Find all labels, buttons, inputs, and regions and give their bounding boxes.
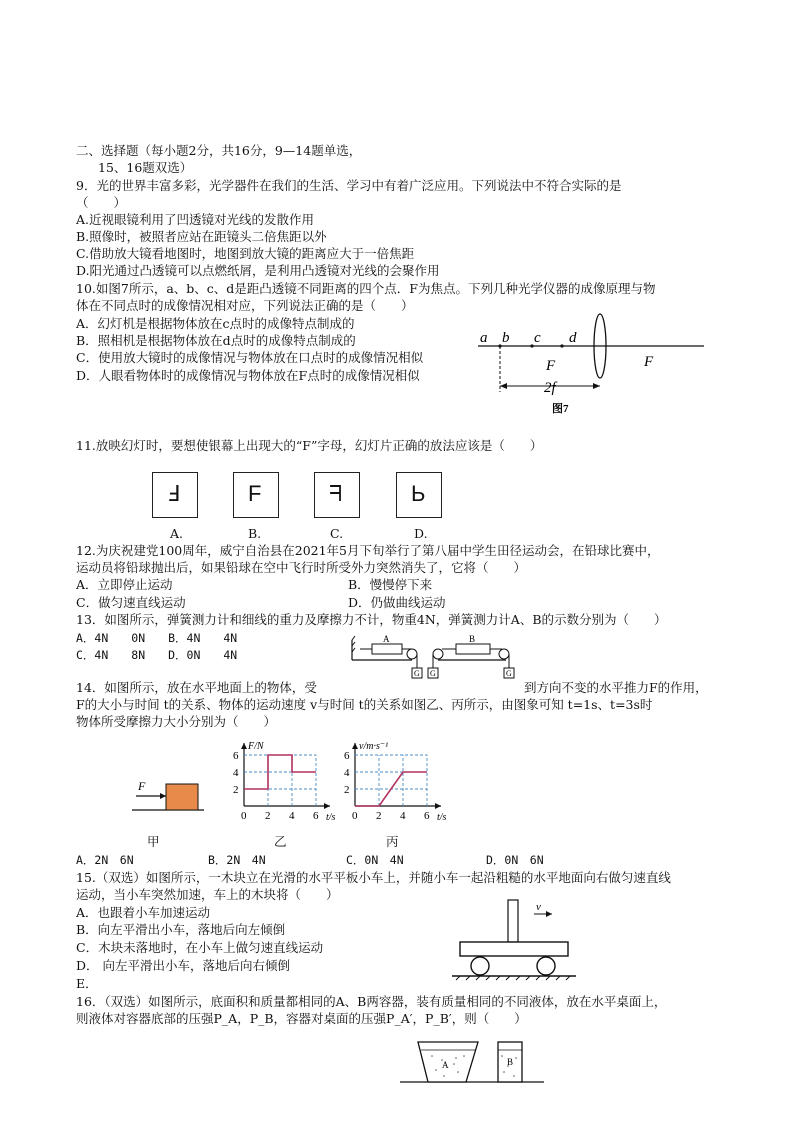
force-chart-y-tick-6: 6 <box>233 750 239 762</box>
velocity-chart-y-arrow <box>352 743 358 749</box>
velocity-chart-y-tick-4: 4 <box>344 767 350 779</box>
lens-diagram <box>472 312 712 417</box>
q14-answer-a: A．2N 6N <box>76 853 134 867</box>
caption-bing: 丙 <box>386 834 399 849</box>
force-chart-x-tick-2: 2 <box>265 810 271 822</box>
containers-diagram <box>398 1036 548 1088</box>
q16-stem-cont: 则液体对容器底部的压强P_A，P_B，容器对桌面的压强P_A′，P_B′，则（ ） <box>76 1011 527 1026</box>
velocity-chart-x-arrow <box>435 803 441 809</box>
force-chart-x-arrow <box>324 803 330 809</box>
force-time-chart <box>226 728 344 828</box>
q10-stem-cont: 体在不同点时的成像情况相对应，下列说法正确的是（ ） <box>76 298 414 313</box>
label-b: b <box>502 330 510 346</box>
slide-option-d <box>396 472 442 518</box>
force-chart-x-tick-6: 6 <box>313 810 319 822</box>
q13-options-row1: A．4N 0N B．4N 4N <box>76 631 238 645</box>
force-chart-y-tick-2: 2 <box>233 784 239 796</box>
container-b-label: B <box>507 1057 514 1067</box>
container-a-label: A <box>442 1060 449 1070</box>
force-chart-y-arrow <box>241 743 247 749</box>
q12-stem: 12.为庆祝建党100周年，威宁自治县在2021年5月下旬举行了第八届中学生田径运动会，在铅球比赛中， <box>76 543 660 558</box>
velocity-chart-y-tick-2: 2 <box>344 784 350 796</box>
label-d: d <box>569 330 577 346</box>
scale-a-label: A <box>383 634 390 644</box>
glyph-a: Ⅎ <box>167 481 180 506</box>
q10-option-a: A．幻灯机是根据物体放在c点时的成像特点制成的 <box>76 316 355 331</box>
q10-option-c: C．使用放大镜时的成像情况与物体放在口点时的成像情况相似 <box>76 350 424 365</box>
q9-option-a: A.近视眼镜利用了凹透镜对光线的发散作用 <box>76 212 315 227</box>
label-2f: 2f <box>544 380 556 396</box>
q12-option-b: B．慢慢停下来 <box>348 577 433 592</box>
weight-g-1: G <box>414 669 420 678</box>
q9-stem-cont: （ ） <box>76 195 127 210</box>
q14-stem-cont: F的大小与时间 t的关系、物体的运动速度 v与时间 t的关系如图乙、丙所示，由图象可知 t=1s、t=3s时 <box>76 697 653 712</box>
q10-option-b: B．照相机是根据物体放在d点时的成像特点制成的 <box>76 333 356 348</box>
q14-stem-cont2: 物体所受摩擦力大小分别为（ ） <box>76 714 277 729</box>
q9-option-d: D.阳光通过凸透镜可以点燃纸屑，是利用凸透镜对光线的会聚作用 <box>76 263 440 278</box>
q9-option-c: C.借助放大镜看地图时，地图到放大镜的距离应大于一倍焦距 <box>76 246 415 261</box>
label-focus-right: F <box>644 354 654 370</box>
q15-option-c: C．木块未落地时，在小车上做匀速直线运动 <box>76 940 324 955</box>
velocity-chart-y-label: v/m·s⁻¹ <box>359 741 389 752</box>
velocity-chart-x-tick-4: 4 <box>400 810 406 822</box>
q12-option-a: A．立即停止运动 <box>76 577 173 592</box>
velocity-label: v <box>536 901 541 913</box>
q15-option-e: E． <box>76 976 98 991</box>
q12-option-c: C．做匀速直线运动 <box>76 595 186 610</box>
force-chart-y-label: F/N <box>248 741 264 752</box>
q14-stem-part1: 14．如图所示，放在水平地面上的物体，受 <box>76 680 317 695</box>
q14-answer-d: D．0N 6N <box>486 853 544 867</box>
q13-stem: 13．如图所示，弹簧测力计和细线的重力及摩擦力不计，物重4N，弹簧测力计A、B的示数分别为（ ） <box>76 612 667 627</box>
q15-option-b: B．向左平滑出小车，落地后向左倾倒 <box>76 922 286 937</box>
cart-diagram <box>450 896 580 984</box>
section-heading-cont: 15、16题双选） <box>98 160 193 175</box>
q13-options-row2: C．4N 8N D．0N 4N <box>76 648 238 662</box>
slide-option-a <box>152 472 198 518</box>
q15-option-d: D． 向左平滑出小车，落地后向右倾倒 <box>76 958 290 973</box>
q11-label-a: A. <box>170 526 184 541</box>
q11-stem: 11.放映幻灯时，要想使银幕上出现大的“F”字母，幻灯片正确的放法应该是（ ） <box>76 438 543 453</box>
block-push-figure <box>128 778 208 814</box>
force-chart-x-label: t/s <box>326 812 336 823</box>
spring-scale-diagram <box>350 630 525 682</box>
q10-stem: 10.如图7所示，a、b、c、d是距凸透镜不同距离的四个点．F为焦点。下列几种光学仪器的成像原理与物 <box>76 281 656 296</box>
force-chart-x-tick-0: 0 <box>241 810 247 822</box>
q10-option-d: D．人眼看物体时的成像情况与物体放在F点时的成像情况相似 <box>76 368 420 383</box>
q15-stem: 15.（双选）如图所示，一木块立在光滑的水平平板小车上，并随小车一起沿粗糙的水平地面向右做匀速直线 <box>76 870 671 885</box>
velocity-time-chart <box>337 728 455 828</box>
velocity-chart-y-tick-6: 6 <box>344 750 350 762</box>
glyph-b: F <box>248 481 262 506</box>
section-heading: 二、选择题（每小题2分，共16分，9—14题单选， <box>76 143 362 158</box>
label-focus-left: F <box>546 358 556 374</box>
glyph-c: ᖷ <box>329 481 343 506</box>
q15-option-a: A．也跟着小车加速运动 <box>76 905 211 920</box>
q9-option-b: B.照像时，被照者应站在距镜头二倍焦距以外 <box>76 229 327 244</box>
velocity-chart-x-tick-0: 0 <box>352 810 358 822</box>
q16-stem: 16．（双选）如图所示，底面积和质量都相同的A、B两容器，装有质量相同的不同液体，放在水平桌面上， <box>76 994 667 1009</box>
label-c: c <box>534 330 541 346</box>
push-force-label: F <box>138 779 146 793</box>
q14-answer-b: B．2N 4N <box>208 853 266 867</box>
weight-g-3: G <box>506 669 512 678</box>
caption-yi: 乙 <box>274 834 287 849</box>
q12-stem-cont: 运动员将铅球抛出后，如果铅球在空中飞行时所受外力突然消失了，它将（ ） <box>76 560 527 575</box>
q11-label-d: D. <box>414 526 428 541</box>
force-chart-y-tick-4: 4 <box>233 767 239 779</box>
caption-jia: 甲 <box>147 834 160 849</box>
q9-stem: 9．光的世界丰富多彩，光学器件在我们的生活、学习中有着广泛应用。下列说法中不符合实际的是 <box>76 178 622 193</box>
q12-option-d: D．仍做曲线运动 <box>348 595 446 610</box>
scale-b-label: B <box>469 634 476 644</box>
velocity-chart-x-label: t/s <box>437 812 447 823</box>
label-a: a <box>480 330 488 346</box>
q15-stem-cont: 运动，当小车突然加速，车上的木块将（ ） <box>76 887 339 902</box>
q11-label-c: C. <box>330 526 344 541</box>
glyph-d: Ь <box>411 481 426 506</box>
weight-g-2: G <box>430 669 436 678</box>
force-chart-x-tick-4: 4 <box>289 810 295 822</box>
velocity-chart-x-tick-2: 2 <box>376 810 382 822</box>
q14-answer-c: C．0N 4N <box>346 853 404 867</box>
figure-7-caption: 图7 <box>552 403 569 415</box>
velocity-chart-x-tick-6: 6 <box>424 810 430 822</box>
slide-option-c <box>314 472 360 518</box>
slide-option-b <box>233 472 279 518</box>
q11-label-b: B. <box>248 526 262 541</box>
q14-stem-part2: 到方向不变的水平推力F的作用， <box>524 680 708 695</box>
